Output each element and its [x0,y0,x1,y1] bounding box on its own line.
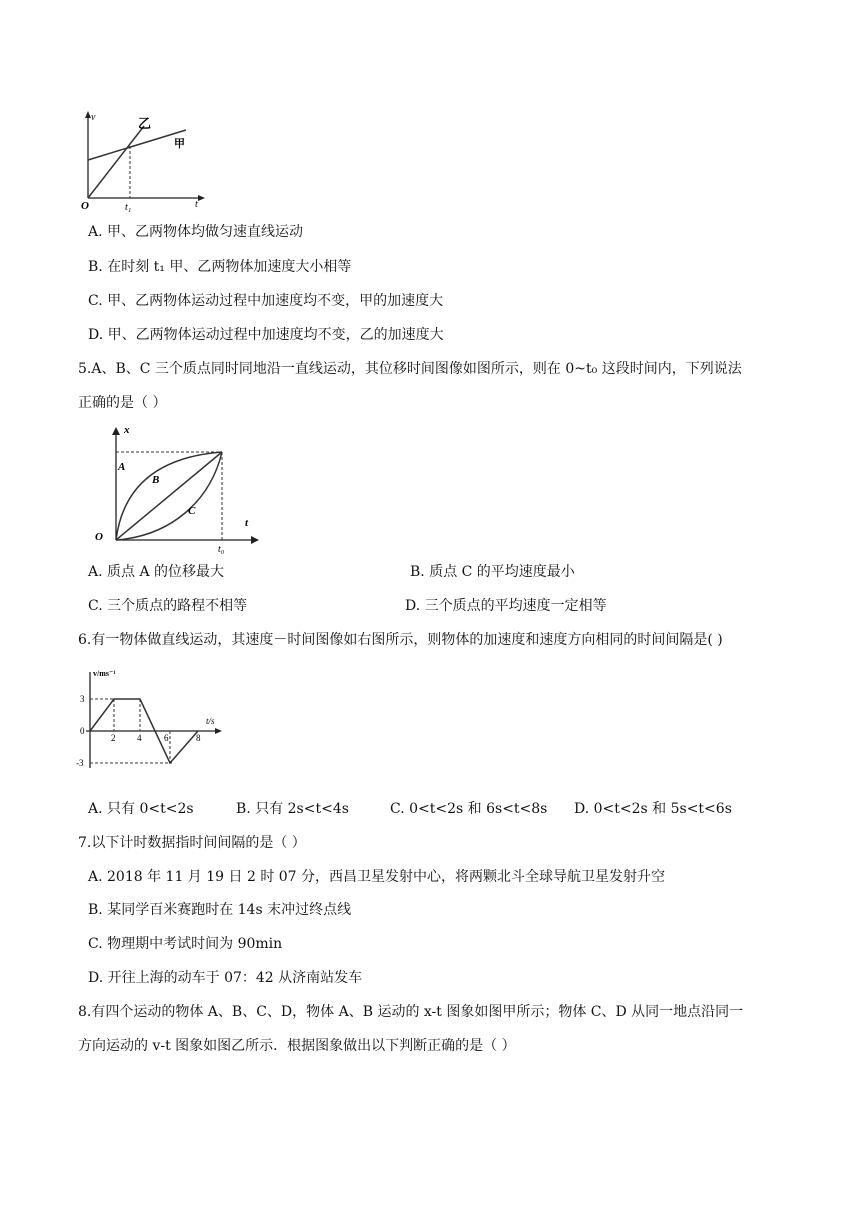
q7-option-a: A. 2018 年 11 月 19 日 2 时 07 分，西昌卫星发射中心，将两颗北斗全球导航卫星发射升空 [88,869,666,885]
label-t: t [245,517,249,529]
y-axis-arrow [112,427,120,435]
label-origin: O [81,200,89,212]
label-jia: 甲 [174,138,185,150]
q4-option-b: B. 在时刻 t₁ 甲、乙两物体加速度大小相等 [88,259,352,275]
figure-q4-vt-graph [78,108,208,213]
q7-option-c: C. 物理期中考试时间为 90min [88,936,283,952]
line-yi [88,126,144,198]
q6-option-b: B. 只有 2s<t<4s [236,801,349,817]
label-xlabel: t/s [206,716,215,726]
q6-option-a: A. 只有 0<t<2s [88,801,194,817]
q4-option-c: C. 甲、乙两物体运动过程中加速度均不变，甲的加速度大 [88,293,444,309]
q6-option-c: C. 0<t<2s 和 6s<t<8s [390,801,548,817]
label-ylabel: v/ms⁻¹ [93,669,116,678]
label-origin: O [95,531,103,543]
figure-q6-vt-graph [76,664,226,776]
q8-stem-line-2: 方向运动的 v-t 图象如图乙所示．根据图象做出以下判断正确的是（ ） [78,1038,516,1054]
tick-x6: 6 [164,733,169,743]
q7-option-d: D. 开往上海的动车于 07：42 从济南站发车 [88,970,363,986]
q7-option-b: B. 某同学百米赛跑时在 14s 末冲过终点线 [88,902,352,918]
label-a: A [118,461,126,473]
q5-stem-line-2: 正确的是（ ） [78,395,167,411]
q5-option-b: B. 质点 C 的平均速度最小 [410,564,575,580]
label-v: v [91,112,96,123]
label-t0: t₀ [218,544,225,554]
tick-x4: 4 [137,733,142,743]
tick-y3: 3 [80,694,85,704]
q6-option-d: D. 0<t<2s 和 5s<t<6s [574,801,732,817]
label-c: C [188,505,196,517]
figure-q5-xt-graph [90,422,265,554]
q5-option-d: D. 三个质点的平均速度一定相等 [405,598,607,614]
q4-option-a: A. 甲、乙两物体均做匀速直线运动 [88,224,304,240]
tick-yneg3: -3 [76,758,84,768]
q5-option-c: C. 三个质点的路程不相等 [88,598,248,614]
q4-option-d: D. 甲、乙两物体运动过程中加速度均不变，乙的加速度大 [88,327,444,343]
tick-x2: 2 [111,733,116,743]
q7-stem: 7.以下计时数据指时间间隔的是（ ） [78,835,306,851]
label-t: t [195,199,198,210]
q6-stem: 6.有一物体做直线运动，其速度－时间图像如右图所示，则物体的加速度和速度方向相同的时间间隔是( ) [78,632,723,648]
tick-x8: 8 [196,733,201,743]
tick-y0: 0 [80,726,85,736]
q8-stem-line-1: 8.有四个运动的物体 A、B、C、D，物体 A、B 运动的 x-t 图象如图甲所示；物体 C、D 从同一地点沿同一 [78,1004,744,1020]
q5-stem-line-1: 5.A、B、C 三个质点同时同地沿一直线运动，其位移时间图像如图所示，则在 0~t₀ 这段时间内，下列说法 [78,361,742,377]
label-b: B [152,474,160,486]
label-t1: t₁ [125,202,132,213]
label-x: x [124,424,130,436]
x-axis-arrow [215,728,222,734]
q5-option-a: A. 质点 A 的位移最大 [88,564,225,580]
x-axis-arrow [251,536,259,544]
label-yi: 乙 [138,116,152,131]
x-axis-arrow [198,195,205,201]
